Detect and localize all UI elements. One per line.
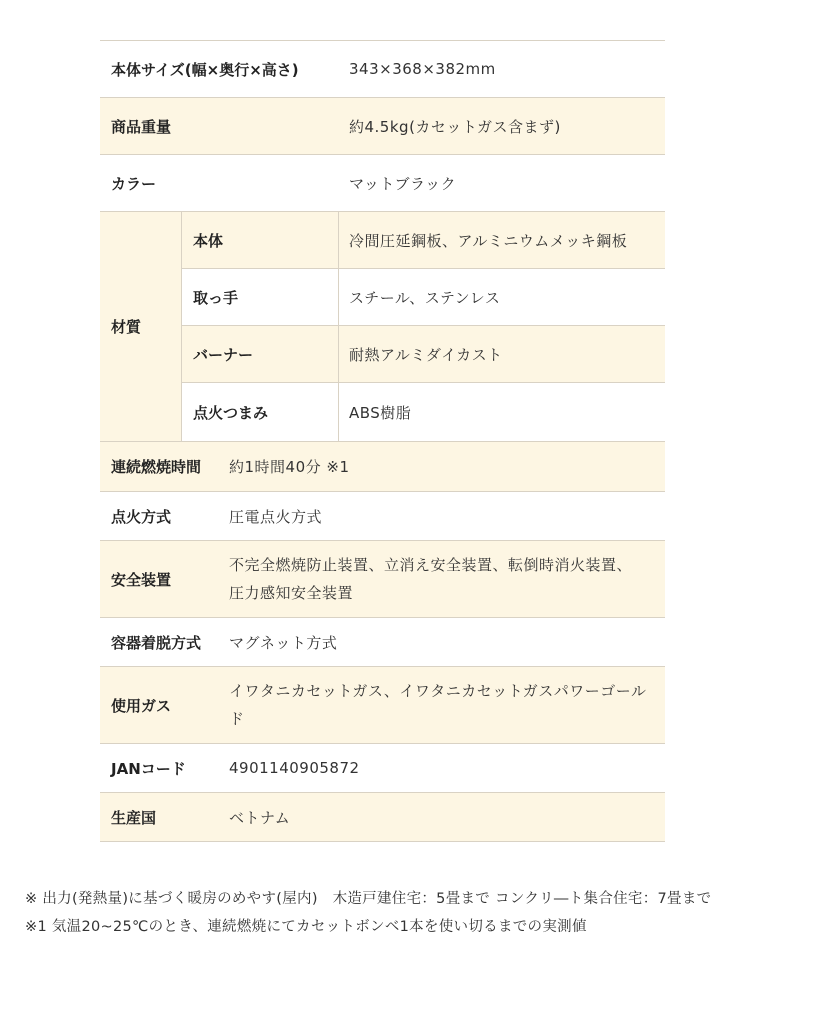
material-subrow-burner xyxy=(182,326,665,383)
spec-value: 不完全燃焼防止装置、立消え安全装置、転倒時消火装置、圧力感知安全装置 xyxy=(229,556,633,602)
spec-row-size xyxy=(100,41,665,98)
material-subrow-body xyxy=(182,212,665,269)
material-subrow-knob xyxy=(182,383,665,441)
spec-value: マグネット方式 xyxy=(229,633,338,652)
spec-value: ABS樹脂 xyxy=(349,403,412,422)
sub-divider xyxy=(338,326,339,382)
spec-value: 343×368×382mm xyxy=(349,60,496,78)
spec-label: 本体サイズ(幅×奥行×高さ) xyxy=(111,60,299,79)
sub-divider xyxy=(338,212,339,268)
spec-label: 使用ガス xyxy=(111,696,172,715)
spec-value: イワタニカセットガス、イワタニカセットガスパワーゴールド xyxy=(229,682,647,728)
spec-row-jan xyxy=(100,744,665,793)
sub-divider xyxy=(338,269,339,325)
spec-label: 点火方式 xyxy=(111,507,172,526)
spec-row-gas xyxy=(100,667,665,744)
spec-sublabel: 取っ手 xyxy=(193,288,239,307)
spec-value: 4901140905872 xyxy=(229,759,360,777)
spec-value: 約1時間40分 ※1 xyxy=(229,458,350,476)
spec-value: 冷間圧延鋼板、アルミニウムメッキ鋼板 xyxy=(349,231,628,250)
spec-value: 耐熱アルミダイカスト xyxy=(349,345,503,364)
spec-label: 連続燃焼時間 xyxy=(111,458,202,476)
spec-sublabel: 本体 xyxy=(193,231,224,250)
spec-row-origin xyxy=(100,793,665,842)
spec-label: カラー xyxy=(111,174,157,193)
spec-value: 約4.5kg(カセットガス含まず) xyxy=(349,117,561,136)
spec-value: ベトナム xyxy=(229,808,291,827)
spec-value: 圧電点火方式 xyxy=(229,507,323,526)
sub-divider xyxy=(338,383,339,441)
spec-sublabel: 点火つまみ xyxy=(193,403,269,422)
spec-value: スチール、ステンレス xyxy=(349,288,501,307)
spec-label: 容器着脱方式 xyxy=(111,633,202,652)
spec-row-mount xyxy=(100,618,665,667)
spec-group-material xyxy=(100,212,665,442)
spec-label: 生産国 xyxy=(111,808,157,827)
footnote-burn-time: ※1 気温20~25℃のとき、連続燃焼にてカセットボンベ1本を使い切るまでの実測値 xyxy=(25,919,587,935)
spec-label: 商品重量 xyxy=(111,117,172,136)
spec-label: 材質 xyxy=(111,318,142,336)
spec-row-burn-time xyxy=(100,442,665,492)
spec-label: JANコード xyxy=(111,759,186,778)
spec-value: マットブラック xyxy=(349,174,457,193)
material-subrow-handle xyxy=(182,269,665,326)
spec-row-safety xyxy=(100,541,665,618)
spec-sublabel: バーナー xyxy=(193,345,254,364)
spec-row-color xyxy=(100,155,665,212)
spec-label: 安全装置 xyxy=(111,570,172,589)
spec-row-weight xyxy=(100,98,665,155)
spec-row-ignition xyxy=(100,492,665,541)
material-label-cell xyxy=(100,212,182,441)
footnote-heating: ※ 出力(発熱量)に基づく暖房のめやす(屋内) 木造戸建住宅：5畳まで コンクリ―ト集合住宅：7畳まで xyxy=(25,891,712,907)
